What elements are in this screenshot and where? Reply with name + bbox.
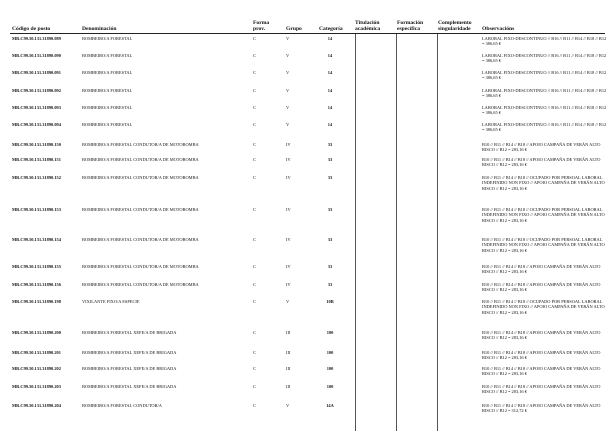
cell-denominacion: BOMBEIRO/A FORESTAL XEFE/A DE BRIGADA (82, 330, 177, 335)
cell-codigo: MR.C99.50.131.31890.090 (12, 53, 61, 58)
cell-forma: C (253, 237, 256, 242)
cell-grupo: V (286, 53, 290, 58)
cell-forma: C (253, 175, 256, 180)
header-titulacion: Titulación académica (355, 19, 381, 32)
cell-codigo: MR.C99.50.131.31890.152 (12, 175, 61, 180)
cell-forma: C (253, 330, 256, 335)
cell-observacions: LABORAL FIXO-DESCONTINUO // B16 // B11 // B14 // B18 // B12 = 386,65 € (482, 105, 607, 116)
cell-categoria: 14 (327, 105, 333, 110)
cell-grupo: IV (286, 142, 291, 147)
cell-forma: C (253, 282, 256, 287)
cell-grupo: IV (286, 157, 291, 162)
cell-observacions: LABORAL FIXO-DESCONTINUO // B16 // B11 // B14 // B18 // B12 = 386,65 € (482, 88, 607, 99)
cell-codigo: MR.C99.50.131.31890.201 (12, 350, 61, 355)
cell-denominacion: BOMBEIRO/A FORESTAL (82, 53, 133, 58)
cell-codigo: MR.C99.50.131.31890.153 (12, 207, 61, 212)
cell-forma: C (253, 88, 256, 93)
cell-observacions: B10 // B11 // B14 // B18 // OCUPADO POR PERSOAL LABORAL INDEFINIDO NON FIXO // APOIO CAMPAÑA DE VERÁN ALTO RISCO // B12 = 283,16 € (482, 237, 605, 253)
cell-denominacion: BOMBEIRO/A FORESTAL CONDUTOR/A DE MOTOBOMBA (82, 175, 199, 180)
cell-observacions: B10 // B11 // B14 // B18 // APOIO CAMPAÑA DE VERÁN ALTO RISCO // B12 = 283,16 € (482, 264, 601, 275)
cell-categoria: 33 (327, 175, 333, 180)
column-divider-titulacion (355, 34, 356, 431)
cell-denominacion: BOMBEIRO/A FORESTAL (82, 88, 133, 93)
column-divider-complemento (437, 34, 438, 431)
cell-codigo: MR.C99.50.131.31890.200 (12, 330, 61, 335)
cell-grupo: V (286, 105, 290, 110)
cell-observacions: B10 // B11 // B14 // B18 // APOIO CAMPAÑA DE VERÁN ALTO RISCO // B12 = 283,16 € (482, 366, 601, 377)
cell-forma: C (253, 122, 256, 127)
cell-denominacion: BOMBEIRO/A FORESTAL (82, 36, 133, 41)
cell-codigo: MR.C99.50.131.31890.091 (12, 70, 61, 75)
cell-denominacion: BOMBEIRO/A FORESTAL (82, 70, 133, 75)
cell-observacions: LABORAL FIXO-DESCONTINUO // B16 // B11 // B14 // B18 // B12 = 386,65 € (482, 122, 607, 133)
cell-categoria: 14 (327, 122, 333, 127)
header-grupo: Grupo (286, 25, 302, 32)
cell-categoria: 33 (327, 142, 333, 147)
cell-grupo: V (286, 88, 290, 93)
cell-observacions: B10 // B11 // B14 // B18 // APOIO CAMPAÑA DE VERÁN ALTO RISCO // B12 = 312,72 € (482, 403, 601, 414)
cell-categoria: 33 (327, 282, 333, 287)
cell-denominacion: BOMBEIRO/A FORESTAL CONDUTOR/A DE MOTOBOMBA (82, 207, 199, 212)
cell-categoria: 10B (326, 299, 334, 304)
header-rule (10, 33, 605, 34)
cell-denominacion: BOMBEIRO/A FORESTAL CONDUTOR/A DE MOTOBOMBA (82, 237, 199, 242)
cell-grupo: V (286, 403, 290, 408)
cell-categoria: 33 (327, 157, 333, 162)
cell-categoria: 33 (327, 207, 333, 212)
cell-denominacion: BOMBEIRO/A FORESTAL CONDUTOR/A DE MOTOBOMBA (82, 157, 199, 162)
header-codigo: Código de posto (12, 25, 51, 32)
cell-categoria: 100 (326, 350, 334, 355)
cell-grupo: V (286, 36, 290, 41)
cell-forma: C (253, 36, 256, 41)
cell-observacions: LABORAL FIXO-DESCONTINUO // B16 // B11 // B14 // B18 // B12 = 386,65 € (482, 53, 607, 64)
cell-forma: C (253, 264, 256, 269)
header-categoria: Categoría (319, 25, 343, 32)
cell-denominacion: VIXILANTE FIXO/A ESPECIF. (82, 299, 141, 304)
cell-grupo: V (286, 299, 290, 304)
column-divider-formacion (396, 34, 397, 431)
cell-denominacion: BOMBEIRO/A FORESTAL (82, 122, 133, 127)
cell-denominacion: BOMBEIRO/A FORESTAL CONDUTOR/A DE MOTOBOMBA (82, 142, 199, 147)
header-formacion: Formación específica (397, 19, 424, 32)
cell-codigo: MR.C99.50.131.31890.094 (12, 122, 61, 127)
cell-forma: C (253, 403, 256, 408)
cell-grupo: III (286, 384, 291, 389)
header-denominacion: Denominación (82, 25, 117, 32)
cell-observacions: B10 // B11 // B14 // B18 // OCUPADO POR PERSOAL LABORAL INDEFINIDO NON FIXO // APOIO CAMPAÑA DE VERÁN ALTO RISCO // B12 = 283,16 € (482, 299, 605, 315)
cell-forma: C (253, 366, 256, 371)
cell-forma: C (253, 299, 256, 304)
cell-grupo: III (286, 330, 291, 335)
cell-forma: C (253, 384, 256, 389)
header-complemento: Complemento singularidade (438, 19, 472, 32)
cell-observacions: LABORAL FIXO-DESCONTINUO // B16 // B11 // B14 // B18 // B12 = 386,65 € (482, 36, 607, 47)
cell-categoria: 100 (326, 384, 334, 389)
cell-codigo: MR.C99.50.131.31890.089 (12, 36, 61, 41)
cell-codigo: MR.C99.50.131.31890.155 (12, 264, 61, 269)
cell-forma: C (253, 350, 256, 355)
cell-categoria: 33 (327, 237, 333, 242)
cell-codigo: MR.C99.50.131.31890.156 (12, 282, 61, 287)
cell-categoria: 100 (326, 330, 334, 335)
cell-grupo: IV (286, 237, 291, 242)
cell-categoria: 14 (327, 88, 333, 93)
cell-denominacion: BOMBEIRO/A FORESTAL CONDUTOR/A DE MOTOBOMBA (82, 282, 199, 287)
cell-categoria: 14 (327, 70, 333, 75)
cell-forma: C (253, 70, 256, 75)
cell-forma: C (253, 207, 256, 212)
cell-categoria: 14 (327, 53, 333, 58)
cell-observacions: B10 // B11 // B14 // B18 // APOIO CAMPAÑA DE VERÁN ALTO RISCO // B12 = 283,16 € (482, 142, 601, 153)
cell-denominacion: BOMBEIRO/A FORESTAL XEFE/A DE BRIGADA (82, 350, 177, 355)
cell-codigo: MR.C99.50.131.31890.092 (12, 88, 61, 93)
cell-observacions: B10 // B11 // B14 // B18 // APOIO CAMPAÑA DE VERÁN ALTO RISCO // B12 = 283,16 € (482, 384, 601, 395)
cell-codigo: MR.C99.50.131.31890.198 (12, 299, 61, 304)
cell-observacions: B10 // B11 // B14 // B18 // OCUPADO POR PERSOAL LABORAL INDEFINIDO NON FIXO // APOIO CAMPAÑA DE VERÁN ALTO RISCO // B12 = 283,16 € (482, 175, 605, 191)
cell-observacions: B10 // B11 // B14 // B18 // APOIO CAMPAÑA DE VERÁN ALTO RISCO // B12 = 283,16 € (482, 157, 601, 168)
header-forma: Forma prov. (253, 19, 270, 32)
cell-codigo: MR.C99.50.131.31890.203 (12, 384, 61, 389)
header-observacions: Observacións (482, 25, 515, 32)
cell-grupo: III (286, 366, 291, 371)
cell-codigo: MR.C99.50.131.31890.154 (12, 237, 61, 242)
cell-grupo: IV (286, 282, 291, 287)
cell-grupo: IV (286, 264, 291, 269)
cell-categoria: 14A (326, 403, 334, 408)
cell-codigo: MR.C99.50.131.31890.093 (12, 105, 61, 110)
cell-categoria: 33 (327, 264, 333, 269)
cell-codigo: MR.C99.50.131.31890.204 (12, 403, 61, 408)
cell-denominacion: BOMBEIRO/A FORESTAL CONDUTOR/A DE MOTOBOMBA (82, 264, 199, 269)
cell-categoria: 14 (327, 36, 333, 41)
cell-forma: C (253, 157, 256, 162)
cell-grupo: V (286, 122, 290, 127)
cell-codigo: MR.C99.50.131.31890.150 (12, 142, 61, 147)
cell-denominacion: BOMBEIRO/A FORESTAL XEFE/A DE BRIGADA (82, 384, 177, 389)
cell-codigo: MR.C99.50.131.31890.202 (12, 366, 61, 371)
cell-observacions: B10 // B11 // B14 // B18 // APOIO CAMPAÑA DE VERÁN ALTO RISCO // B12 = 283,16 € (482, 330, 601, 341)
cell-grupo: III (286, 350, 291, 355)
table-header (0, 12, 615, 32)
cell-denominacion: BOMBEIRO/A FORESTAL CONDUTOR/A (82, 403, 162, 408)
cell-forma: C (253, 53, 256, 58)
cell-grupo: V (286, 70, 290, 75)
cell-forma: C (253, 142, 256, 147)
cell-grupo: IV (286, 175, 291, 180)
cell-categoria: 100 (326, 366, 334, 371)
cell-forma: C (253, 105, 256, 110)
cell-observacions: B10 // B11 // B14 // B18 // APOIO CAMPAÑA DE VERÁN ALTO RISCO // B12 = 283,16 € (482, 350, 601, 361)
cell-denominacion: BOMBEIRO/A FORESTAL XEFE/A DE BRIGADA (82, 366, 177, 371)
cell-observacions: B10 // B11 // B14 // B18 // OCUPADO POR PERSOAL LABORAL INDEFINIDO NON FIXO // APOIO CAMPAÑA DE VERÁN ALTO RISCO // B12 = 283,16 € (482, 207, 605, 223)
cell-codigo: MR.C99.50.131.31890.151 (12, 157, 61, 162)
cell-denominacion: BOMBEIRO/A FORESTAL (82, 105, 133, 110)
cell-grupo: IV (286, 207, 291, 212)
cell-observacions: B10 // B11 // B14 // B18 // APOIO CAMPAÑA DE VERÁN ALTO RISCO // B12 = 283,16 € (482, 282, 601, 293)
cell-observacions: LABORAL FIXO-DESCONTINUO // B16 // B11 // B14 // B18 // B12 = 386,65 € (482, 70, 607, 81)
